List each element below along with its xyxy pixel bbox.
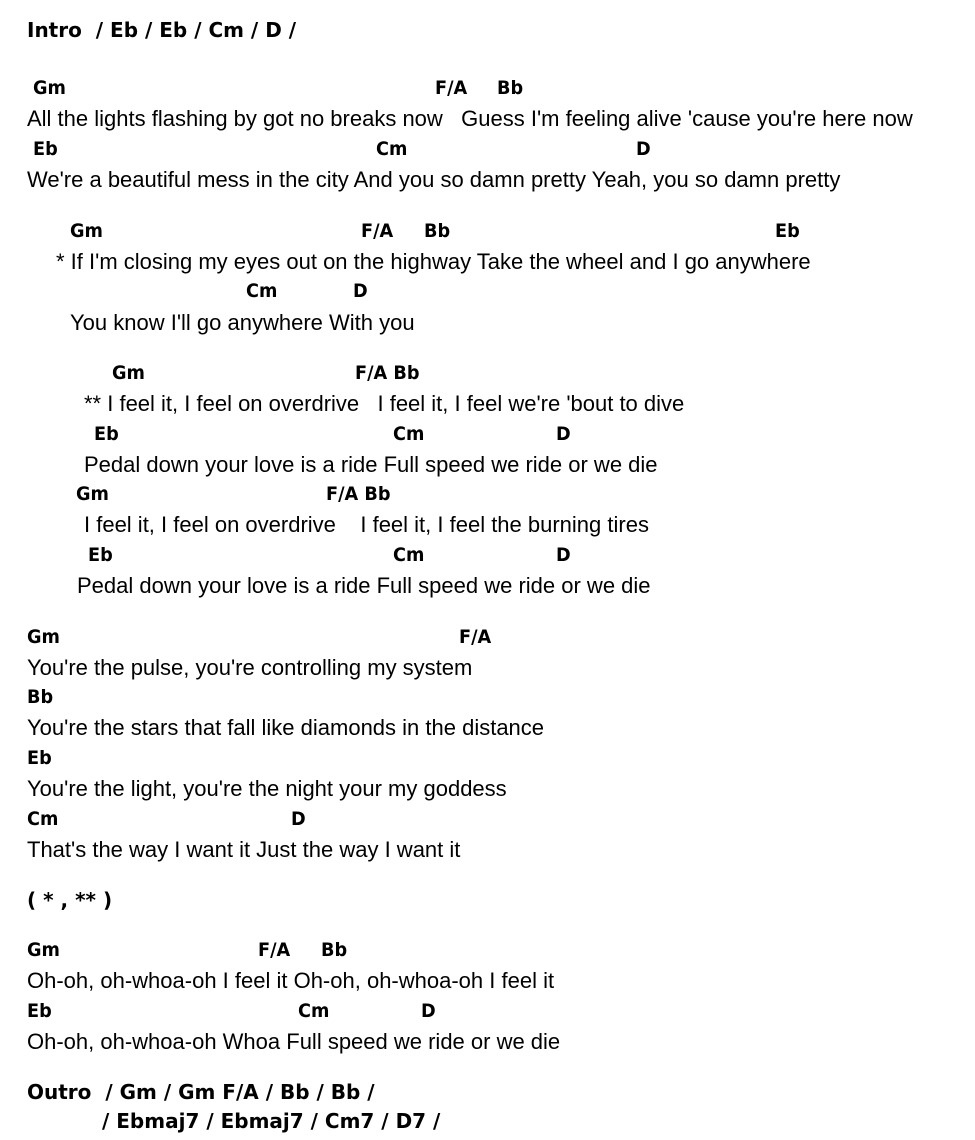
chord: Gm [76, 483, 109, 505]
chord: Bb [321, 939, 348, 961]
intro-line: Intro / Eb / Eb / Cm / D / [27, 18, 297, 42]
chord: Cm [393, 544, 425, 566]
repeat-marker: ( * , ** ) [27, 888, 113, 912]
chord: D [353, 280, 368, 302]
lyric-line: ** I feel it, I feel on overdrive I feel it, I feel we're 'bout to dive [84, 391, 685, 416]
chord: Eb [94, 423, 119, 445]
chord: Bb [424, 220, 451, 242]
outro-line-2: / Ebmaj7 / Ebmaj7 / Cm7 / D7 / [102, 1109, 441, 1133]
chord: Cm [246, 280, 278, 302]
chord: D [556, 544, 571, 566]
outro-line: Outro / Gm / Gm F/A / Bb / Bb / [27, 1080, 375, 1104]
lyric-line: You're the stars that fall like diamonds in the distance [27, 715, 545, 740]
lyric-line: That's the way I want it Just the way I want it [27, 837, 461, 862]
lyric-line: You're the pulse, you're controlling my system [27, 655, 473, 680]
chord: F/A [459, 626, 492, 648]
chord: Bb [27, 686, 54, 708]
chord: Eb [27, 1000, 52, 1022]
lyric-line: You're the light, you're the night your my goddess [27, 776, 507, 801]
chord: Eb [33, 138, 58, 160]
chord: Cm [376, 138, 408, 160]
chord: Gm [27, 626, 60, 648]
chord: F/A Bb [326, 483, 391, 505]
chord: F/A Bb [355, 362, 420, 384]
chord: Eb [27, 747, 52, 769]
chord: Gm [112, 362, 145, 384]
lyric-line: We're a beautiful mess in the city And you so damn pretty Yeah, you so damn pretty [27, 167, 841, 192]
chord: Eb [775, 220, 800, 242]
lyric-line: You know I'll go anywhere With you [70, 310, 415, 335]
chord: D [636, 138, 651, 160]
chord: F/A [258, 939, 291, 961]
lyric-line: Oh-oh, oh-whoa-oh Whoa Full speed we ride or we die [27, 1029, 561, 1054]
chord: D [556, 423, 571, 445]
chord: Cm [393, 423, 425, 445]
chord: Cm [27, 808, 59, 830]
lyric-line: All the lights flashing by got no breaks now Guess I'm feeling alive 'cause you're here now [27, 106, 913, 131]
chord: Eb [88, 544, 113, 566]
lyric-line: Oh-oh, oh-whoa-oh I feel it Oh-oh, oh-whoa-oh I feel it [27, 968, 555, 993]
lyric-line: Pedal down your love is a ride Full speed we ride or we die [84, 452, 658, 477]
lyric-line: * If I'm closing my eyes out on the highway Take the wheel and I go anywhere [56, 249, 811, 274]
chord: F/A [361, 220, 394, 242]
chord: Gm [33, 77, 66, 99]
chord: D [421, 1000, 436, 1022]
chord: Cm [298, 1000, 330, 1022]
chord: F/A [435, 77, 468, 99]
chord: Gm [70, 220, 103, 242]
chord: Bb [497, 77, 524, 99]
chord: D [291, 808, 306, 830]
lyric-line: Pedal down your love is a ride Full speed we ride or we die [77, 573, 651, 598]
lyric-line: I feel it, I feel on overdrive I feel it, I feel the burning tires [84, 512, 649, 537]
chord: Gm [27, 939, 60, 961]
